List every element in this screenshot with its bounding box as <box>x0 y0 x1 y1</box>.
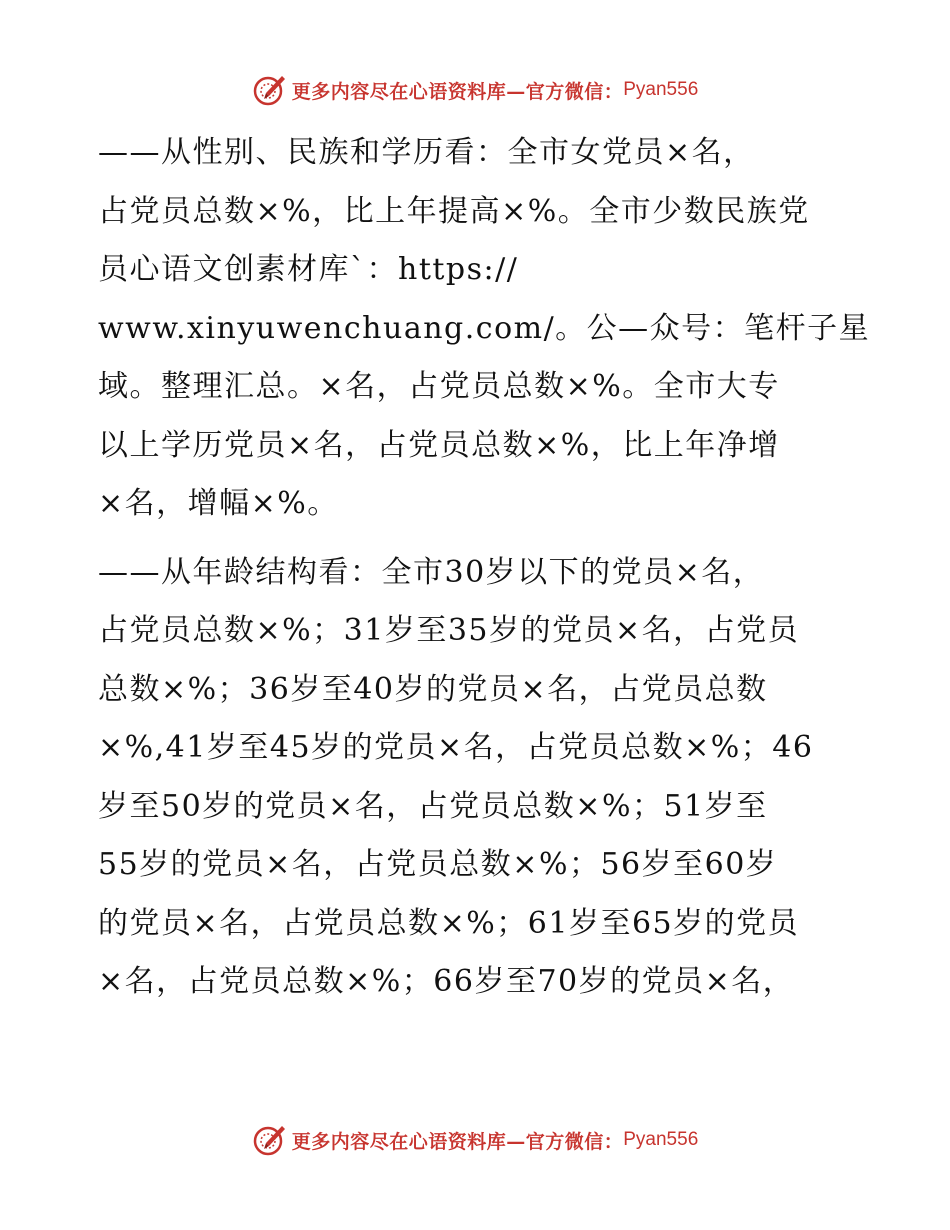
text-line: 占党员总数×%；31岁至35岁的党员×名，占党员 <box>98 613 800 648</box>
banner-text: 更多内容尽在心语资料库—官方微信： <box>291 80 624 103</box>
paragraph-age-structure <box>98 544 858 1012</box>
text-line: ——从年龄结构看：全市30岁以下的党员×名， <box>98 554 765 590</box>
text-line: 域。整理汇总。×名，占党员总数×%。全市大专 <box>98 369 780 404</box>
text-line: ×名，增幅×%。 <box>98 486 339 521</box>
footer-watermark-banner <box>0 1120 950 1160</box>
text-line: 岁至50岁的党员×名，占党员总数×%；51岁至 <box>98 788 768 824</box>
paragraph-gender-ethnicity-education <box>98 124 871 534</box>
text-line: 占党员总数×%，比上年提高×%。全市少数民族党 <box>98 193 810 229</box>
text-line: 员心语文创素材库`：https:// <box>98 252 519 287</box>
pen-nib-logo-icon <box>252 72 288 108</box>
text-line: 以上学历党员×名，占党员总数×%，比上年净增 <box>98 427 780 463</box>
document-body <box>98 124 871 1012</box>
text-line: ——从性别、民族和学历看：全市女党员×名， <box>98 135 755 170</box>
paragraph-spacer <box>98 534 858 544</box>
text-line: ×名，占党员总数×%；66岁至70岁的党员×名， <box>98 964 795 999</box>
pen-nib-logo-icon <box>252 1122 288 1158</box>
header-watermark-banner <box>0 70 950 110</box>
text-line: 55岁的党员×名，占党员总数×%；56岁至60岁 <box>98 847 778 882</box>
text-line: www.xinyuwenchuang.com/。公—众号：笔杆子星 <box>98 310 871 346</box>
banner-text: 更多内容尽在心语资料库—官方微信： <box>291 1130 624 1153</box>
banner-wechat-id: Pyan556 <box>623 1129 699 1150</box>
banner-wechat-id: Pyan556 <box>623 79 699 100</box>
text-line: 的党员×名，占党员总数×%；61岁至65岁的党员 <box>98 905 800 941</box>
text-line: 总数×%；36岁至40岁的党员×名，占党员总数 <box>98 671 768 707</box>
text-line: ×%,41岁至45岁的党员×名，占党员总数×%；46 <box>98 730 814 765</box>
